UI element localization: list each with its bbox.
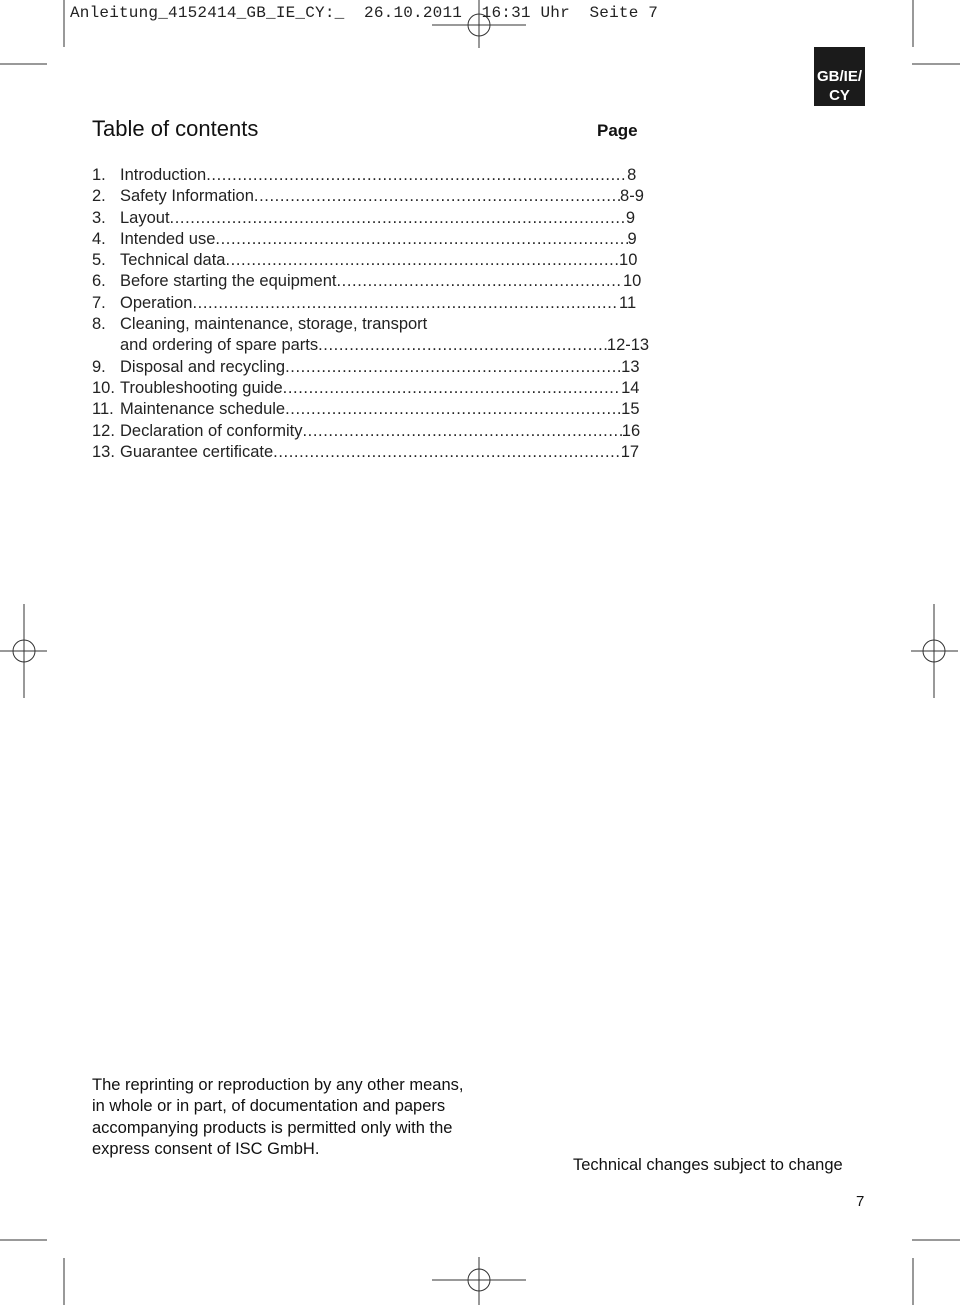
toc-entry-page: 9: [627, 229, 637, 248]
toc-dot-leader: [226, 250, 620, 271]
toc-entry-page: 13: [621, 357, 640, 376]
toc-entry-page: 15: [621, 400, 640, 419]
toc-entry-label: Guarantee certificate: [120, 442, 274, 461]
toc-entry-number: 4.: [92, 229, 106, 248]
toc-entry-page: 10: [622, 272, 642, 291]
toc-title: Table of contents: [92, 116, 259, 141]
toc-entry-label: Introduction: [120, 166, 207, 184]
registration-target-left: [0, 604, 47, 698]
toc-entry-page: 10: [619, 251, 638, 270]
toc-entry: [92, 357, 652, 378]
toc-entry-page: 16: [621, 421, 641, 440]
technical-changes-note: Technical changes subject to change: [573, 1156, 843, 1174]
toc-entry: [92, 442, 652, 463]
toc-dot-leader: [336, 271, 623, 292]
toc-entry-label: Maintenance schedule: [120, 400, 286, 419]
toc-entry: [92, 399, 652, 420]
toc-entry-label: Operation: [120, 293, 193, 312]
toc-entry-label: Before starting the equipment: [120, 272, 337, 291]
toc-entry: [92, 293, 652, 314]
toc-entry: [92, 208, 652, 229]
toc-dot-leader: [283, 378, 621, 399]
toc-dot-leader: [285, 399, 621, 420]
toc-entry-page: 14: [621, 378, 640, 397]
toc-entry-number: 11.: [92, 400, 114, 419]
toc-entry-label: Layout: [120, 208, 170, 227]
toc-entry-number: 12.: [92, 421, 115, 440]
toc-entry: [92, 378, 652, 399]
toc-dot-leader: [254, 186, 620, 207]
toc-dot-leader: [215, 229, 627, 250]
reprint-notice: The reprinting or reproduction by any other means, in whole or in part, of documentation and papers accompanying products is permitted only with the express consent of ISC GmbH.: [92, 1076, 464, 1158]
toc-entry-number: 10.: [92, 378, 115, 397]
toc-entry-label: Troubleshooting guide: [120, 378, 283, 397]
toc-dot-leader: [303, 421, 622, 442]
toc-entry-number: 13.: [92, 442, 115, 461]
toc-entry: [92, 186, 652, 207]
language-badge-line2: CY: [829, 87, 850, 104]
toc-entry-number: 1.: [92, 166, 106, 184]
toc-entry-page: 11: [619, 293, 637, 312]
toc-dot-leader: [273, 442, 621, 463]
toc-entry-label: Technical data: [120, 251, 226, 270]
toc-entry: [92, 229, 652, 250]
toc-entry: [92, 250, 652, 271]
toc-entry-number: 3.: [92, 208, 106, 227]
language-badge-line1: GB/IE/: [816, 68, 862, 85]
toc-entry-label: Declaration of conformity: [120, 421, 303, 440]
toc-entry-label: Disposal and recycling: [120, 357, 286, 376]
toc-entry-page: 12-13: [606, 336, 650, 355]
page-column-label: Page: [597, 121, 638, 140]
toc-entry-label: Cleaning, maintenance, storage, transport: [120, 315, 428, 334]
toc-dot-leader: [318, 335, 607, 356]
toc-entry: [92, 271, 652, 292]
toc-entry-number: 8.: [92, 315, 106, 334]
toc-entry-number: 9.: [92, 357, 106, 376]
toc-dot-leader: [170, 208, 626, 229]
toc-entry-page: 17: [620, 442, 640, 461]
registration-target-bottom: [432, 1257, 526, 1305]
toc-entry-number: 5.: [92, 251, 106, 270]
toc-dot-leader: [285, 357, 621, 378]
language-badge: [814, 47, 865, 106]
toc-entry: [92, 165, 652, 186]
toc-entry-label-continued: and ordering of spare parts: [120, 336, 319, 355]
toc-dot-leader: [206, 165, 627, 186]
page-number: 7: [856, 1193, 865, 1210]
toc-dot-leader: [192, 293, 619, 314]
toc-list: [92, 165, 652, 463]
toc-entry-page: 8-9: [620, 187, 644, 206]
toc-entry-number: 6.: [92, 272, 106, 291]
toc-entry-number: 7.: [92, 293, 106, 312]
toc-entry-page: 9: [625, 208, 636, 227]
toc-entry-label: Intended use: [120, 229, 216, 248]
toc-entry-number: 2.: [92, 187, 106, 206]
print-header: Anleitung_4152414_GB_IE_CY:_ 26.10.2011 16:31 Uhr Seite 7: [70, 4, 659, 22]
toc-entry: [92, 314, 652, 357]
toc-entry-page: 8: [627, 166, 637, 184]
toc-entry-label: Safety Information: [120, 187, 254, 206]
toc-entry: [92, 421, 652, 442]
registration-target-right: [911, 604, 958, 698]
